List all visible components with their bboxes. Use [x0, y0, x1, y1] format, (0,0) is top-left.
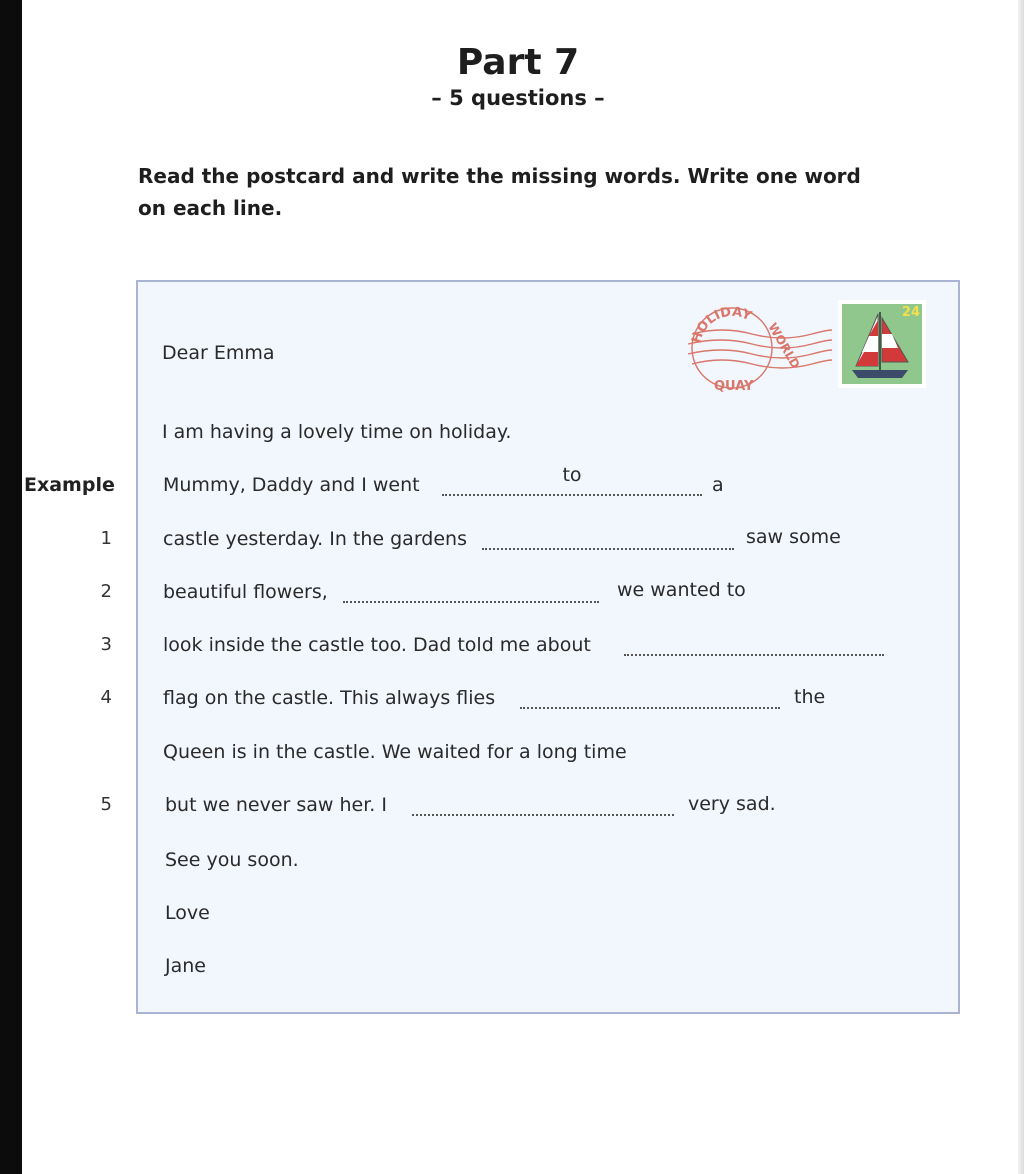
q3-answer-line[interactable]: [624, 654, 884, 656]
question-number-4: 4: [100, 687, 112, 708]
q4-text-before: flag on the castle. This always flies: [163, 687, 496, 709]
postmark-text-top: HOLIDAY: [689, 304, 754, 346]
example-answer-line: [442, 494, 702, 496]
page-title: Part 7: [456, 42, 580, 83]
q2-answer-line[interactable]: [343, 601, 599, 603]
question-number-1: 1: [100, 528, 112, 549]
q5-text-before: but we never saw her. I: [165, 794, 387, 816]
q2-text-after: we wanted to: [617, 579, 746, 601]
q1-text-before: castle yesterday. In the gardens: [163, 528, 467, 550]
intro-line: I am having a lovely time on holiday.: [162, 421, 512, 443]
postmark-text-bottom: QUAY: [714, 379, 754, 394]
page-edge-left: [0, 0, 22, 1174]
instructions: Read the postcard and write the missing words. Write one word on each line.: [138, 164, 861, 220]
signature: Jane: [165, 955, 206, 977]
question-number-2: 2: [100, 581, 112, 602]
q1-answer-line[interactable]: [482, 548, 734, 550]
q4-answer-line[interactable]: [520, 707, 780, 709]
question-number-3: 3: [100, 634, 112, 655]
q4-text-after: the: [794, 686, 826, 708]
example-answer: to: [562, 464, 582, 486]
stamp-icon: [838, 300, 926, 388]
q5-text-after: very sad.: [688, 793, 776, 815]
postmark-icon: [682, 296, 832, 400]
queen-line: Queen is in the castle. We waited for a long time: [163, 741, 627, 763]
q1-text-after: saw some: [746, 526, 841, 548]
page-subtitle: – 5 questions –: [431, 86, 605, 110]
example-text-after: a: [712, 474, 724, 496]
greeting: Dear Emma: [162, 342, 275, 364]
example-text-before: Mummy, Daddy and I went: [163, 474, 420, 496]
svg-text:HOLIDAY: [689, 305, 754, 345]
stamp-value: 24: [901, 305, 920, 320]
closing-love: Love: [165, 902, 210, 924]
example-label: Example: [24, 474, 115, 496]
q3-text-before: look inside the castle too. Dad told me about: [163, 634, 591, 656]
q2-text-before: beautiful flowers,: [163, 581, 328, 603]
question-number-5: 5: [100, 794, 112, 815]
postmark-text-right: WORLD: [765, 320, 803, 372]
page-edge-right: [1018, 0, 1024, 1174]
q5-answer-line[interactable]: [412, 814, 674, 816]
closing-line: See you soon.: [165, 849, 299, 871]
